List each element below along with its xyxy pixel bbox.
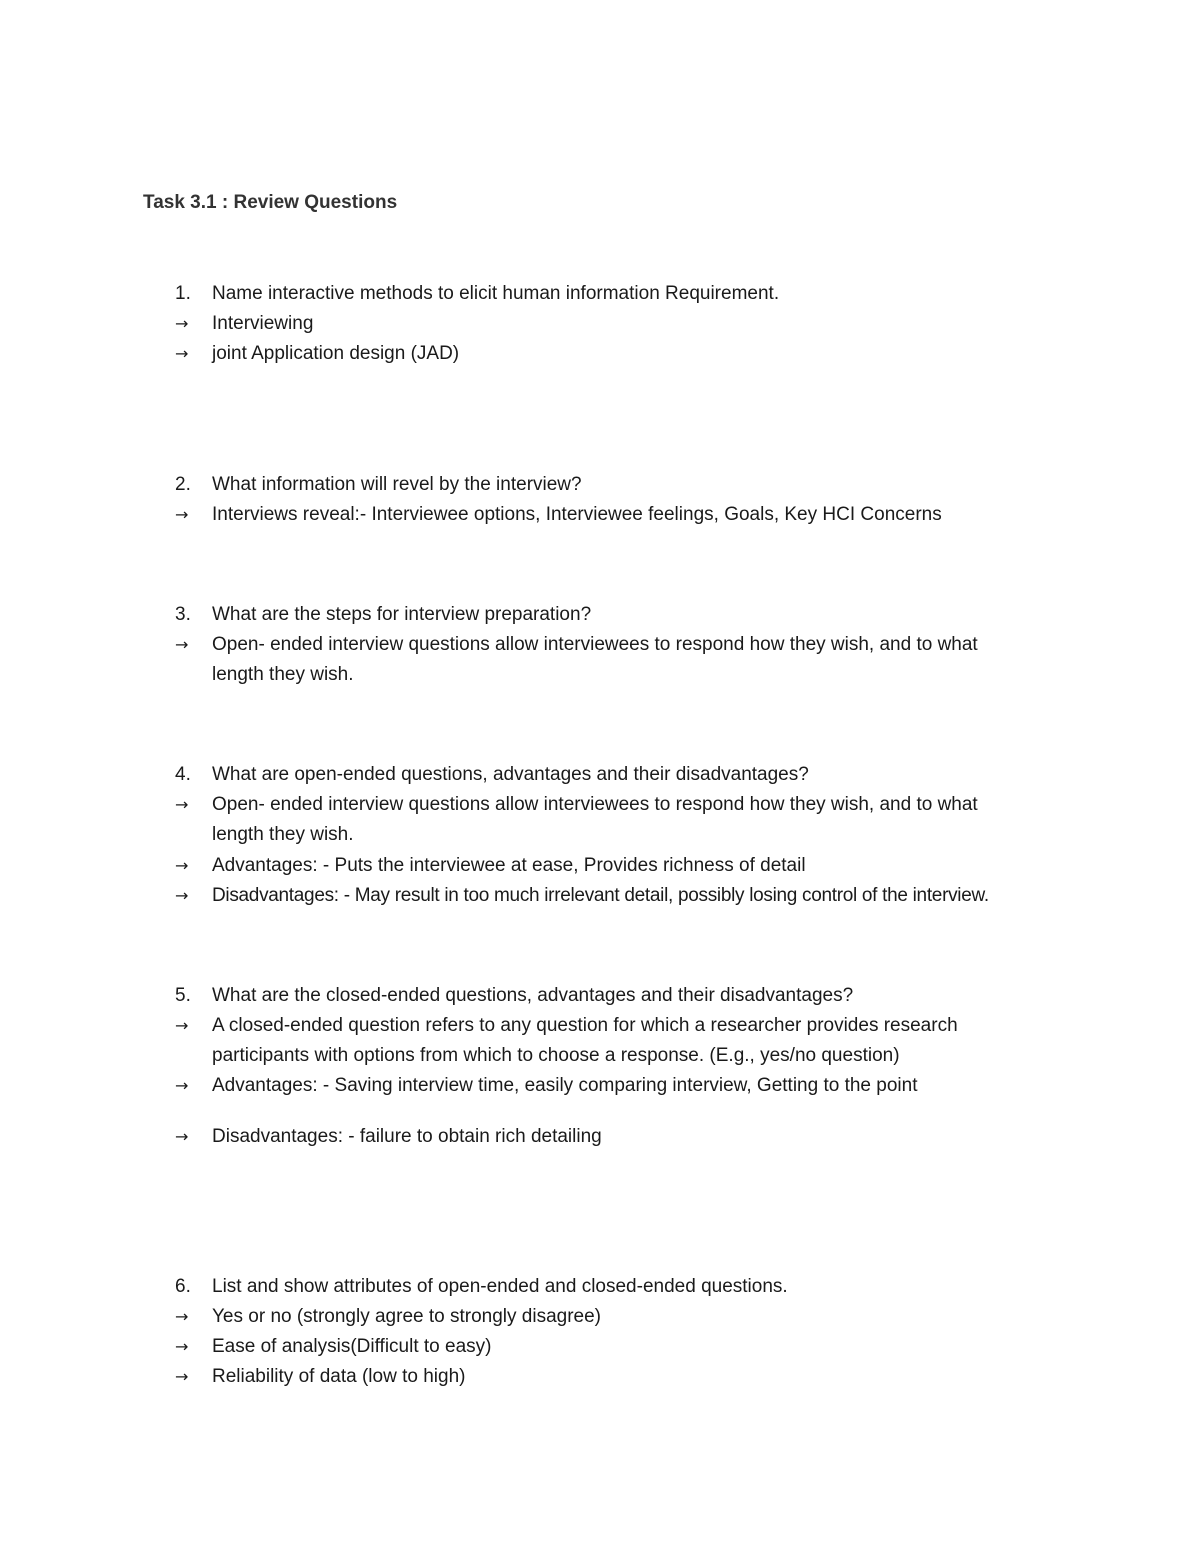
answer-text: Open- ended interview questions allow interviewees to respond how they wish, and to what — [212, 794, 978, 815]
arrow-icon: → — [175, 635, 189, 654]
arrow-icon: → — [175, 1127, 189, 1146]
answer-text: Disadvantages: - May result in too much irrelevant detail, possibly losing control of the interview. — [212, 885, 989, 906]
page-title: Task 3.1 : Review Questions — [143, 192, 398, 213]
answer-text: joint Application design (JAD) — [212, 343, 460, 364]
arrow-icon: → — [175, 1016, 189, 1035]
arrow-icon: → — [175, 1367, 189, 1386]
answer-text: Ease of analysis(Difficult to easy) — [212, 1336, 492, 1357]
answer-text: Disadvantages: - failure to obtain rich detailing — [212, 1126, 602, 1147]
arrow-icon: → — [175, 314, 189, 333]
question-text: List and show attributes of open-ended and closed-ended questions. — [212, 1276, 788, 1297]
answer-text: Advantages: - Saving interview time, easily comparing interview, Getting to the point — [212, 1075, 918, 1096]
question-number: 5. — [175, 985, 191, 1006]
answer-text: A closed-ended question refers to any question for which a researcher provides research — [212, 1015, 958, 1036]
question-number: 3. — [175, 604, 191, 625]
answer-text: Yes or no (strongly agree to strongly disagree) — [212, 1306, 602, 1327]
answer-text: Interviewing — [212, 313, 314, 334]
question-number: 4. — [175, 764, 191, 785]
answer-text: Reliability of data (low to high) — [212, 1366, 466, 1387]
question-number: 6. — [175, 1276, 191, 1297]
answer-text: Open- ended interview questions allow interviewees to respond how they wish, and to what — [212, 634, 978, 655]
question-number: 1. — [175, 283, 191, 304]
arrow-icon: → — [175, 886, 189, 905]
answer-text: participants with options from which to choose a response. (E.g., yes/no question) — [212, 1045, 900, 1066]
answer-text: Advantages: - Puts the interviewee at ease, Provides richness of detail — [212, 855, 806, 876]
question-text: What are open-ended questions, advantages and their disadvantages? — [212, 764, 809, 785]
question-number: 2. — [175, 474, 191, 495]
answer-text: length they wish. — [212, 824, 354, 845]
answer-text: Interviews reveal:- Interviewee options, Interviewee feelings, Goals, Key HCI Concerns — [212, 504, 942, 525]
answer-text: length they wish. — [212, 664, 354, 685]
arrow-icon: → — [175, 856, 189, 875]
arrow-icon: → — [175, 1076, 189, 1095]
question-text: Name interactive methods to elicit human information Requirement. — [212, 283, 780, 304]
question-text: What information will revel by the interview? — [212, 474, 582, 495]
question-text: What are the steps for interview preparation? — [212, 604, 592, 625]
arrow-icon: → — [175, 1337, 189, 1356]
arrow-icon: → — [175, 505, 189, 524]
question-text: What are the closed-ended questions, advantages and their disadvantages? — [212, 985, 854, 1006]
arrow-icon: → — [175, 344, 189, 363]
arrow-icon: → — [175, 795, 189, 814]
arrow-icon: → — [175, 1307, 189, 1326]
